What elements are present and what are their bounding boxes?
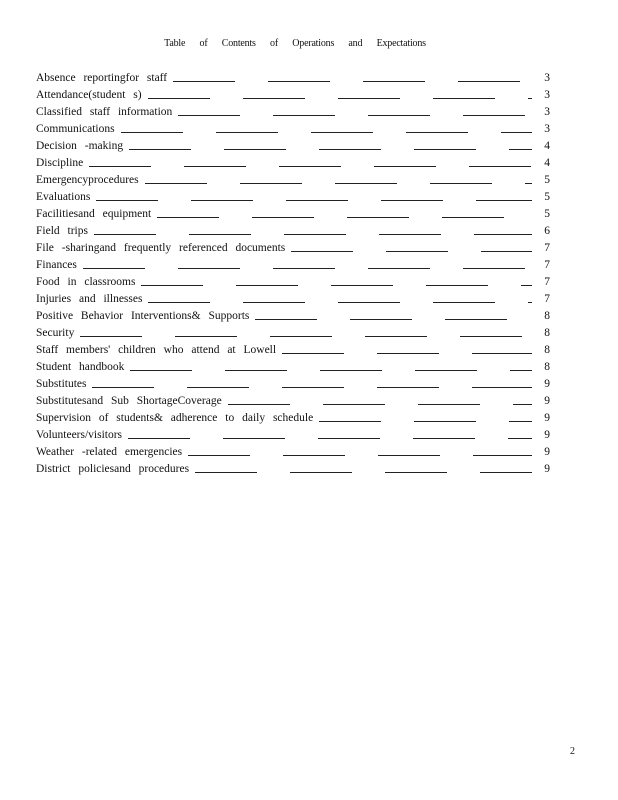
toc-entry-page: 8 [544,327,550,339]
toc-entry[interactable] [36,410,550,427]
toc-entry-label: Security [36,327,75,339]
toc-leader-line [128,438,532,439]
toc-entry-page: 5 [544,174,550,186]
toc-leader-line [228,404,532,405]
toc-entry-page: 7 [544,259,550,271]
toc-entry-page: 7 [544,242,550,254]
toc-leader-line [178,115,532,116]
toc-entry-page: 3 [544,123,550,135]
toc-entry-page: 8 [544,361,550,373]
toc-leader-line [188,455,532,456]
toc-leader-line [129,149,532,150]
toc-entry[interactable] [36,155,550,172]
toc-entry[interactable] [36,257,550,274]
toc-entry-page: 3 [544,89,550,101]
toc-entry-label: Volunteers/visitors [36,429,123,441]
toc-leader-line [195,472,532,473]
toc-leader-line [148,98,532,99]
toc-entry[interactable] [36,206,550,223]
toc-entry-page: 7 [544,276,550,288]
toc-entry-page: 9 [544,395,550,407]
toc-leader-line [94,234,532,235]
toc-entry-label: Emergencyprocedures [36,174,139,186]
toc-leader-line [121,132,532,133]
toc-leader-line [291,251,532,252]
toc-entry-label: File -sharingand frequently referenced documents [36,242,286,254]
toc-entry-label: Supervision of students& adherence to daily schedule [36,412,314,424]
toc-entry-label: Absence reportingfor staff [36,72,168,84]
toc-entry[interactable] [36,104,550,121]
toc-entry-label: Finances [36,259,77,271]
toc-entry-page: 7 [544,293,550,305]
toc-entry-label: Injuries and illnesses [36,293,143,305]
toc-leader-line [80,336,532,337]
toc-entry[interactable] [36,189,550,206]
toc-entry-page: 5 [544,208,550,220]
toc-leader-line [173,81,532,82]
toc-entry[interactable] [36,427,550,444]
toc-entry-page: 5 [544,191,550,203]
toc-entry-page: 3 [544,72,550,84]
toc-entry[interactable] [36,308,550,325]
toc-leader-line [145,183,532,184]
toc-leader-line [282,353,532,354]
toc-entry-page: 9 [544,429,550,441]
toc-entry-page: 6 [544,225,550,237]
toc-entry[interactable] [36,223,550,240]
toc-leader-line [130,370,532,371]
toc-entry[interactable] [36,359,550,376]
toc-leader-line [96,200,532,201]
toc-leader-line [92,387,532,388]
toc-entry[interactable] [36,461,550,478]
toc-leader-line [148,302,532,303]
toc-entry-page: 9 [544,378,550,390]
toc-entry-page: 8 [544,344,550,356]
toc-leader-line [141,285,532,286]
toc-leader-line [255,319,532,320]
toc-entry[interactable] [36,291,550,308]
toc-leader-line [89,166,532,167]
toc-entry-page: 9 [544,446,550,458]
toc-entry[interactable] [36,274,550,291]
toc-entry-label: Substitutes [36,378,87,390]
toc-entry-label: Student handbook [36,361,125,373]
toc-leader-line [157,217,532,218]
page-number: 2 [570,746,575,757]
toc-entry-page: 3 [544,106,550,118]
toc-entry[interactable] [36,121,550,138]
toc-entry[interactable] [36,70,550,87]
toc-entry-label: Staff members' children who attend at Lowell [36,344,277,356]
toc-entry[interactable] [36,444,550,461]
toc-entry-page: 9 [544,463,550,475]
toc-entry-label: Weather -related emergencies [36,446,183,458]
toc-entry-label: Attendance(student s) [36,89,142,101]
toc-entry[interactable] [36,342,550,359]
toc-entry-label: Substitutesand Sub ShortageCoverage [36,395,222,407]
toc-entry-label: Field trips [36,225,88,237]
toc-entry[interactable] [36,240,550,257]
toc-entry-label: Facilitiesand equipment [36,208,152,220]
toc-entry[interactable] [36,393,550,410]
toc-entry-label: Classified staff information [36,106,173,118]
toc-entry[interactable] [36,325,550,342]
toc-entry-label: Decision -making [36,140,124,152]
toc-entry-page: 9 [544,412,550,424]
toc-entry-page: 8 [544,310,550,322]
toc-leader-line [83,268,532,269]
toc-entry[interactable] [36,172,550,189]
toc-entry[interactable] [36,138,550,155]
toc-entry[interactable] [36,87,550,104]
toc-list [36,70,550,478]
toc-entry-page: 4 [544,140,550,152]
toc-entry-label: District policiesand procedures [36,463,190,475]
toc-entry-label: Communications [36,123,115,135]
toc-entry-label: Positive Behavior Interventions& Supports [36,310,250,322]
toc-entry[interactable] [36,376,550,393]
page-title: Table of Contents of Operations and Expectations [164,38,426,49]
toc-entry-label: Food in classrooms [36,276,136,288]
toc-entry-label: Evaluations [36,191,91,203]
toc-entry-label: Discipline [36,157,84,169]
toc-leader-line [319,421,532,422]
toc-entry-page: 4 [544,157,550,169]
